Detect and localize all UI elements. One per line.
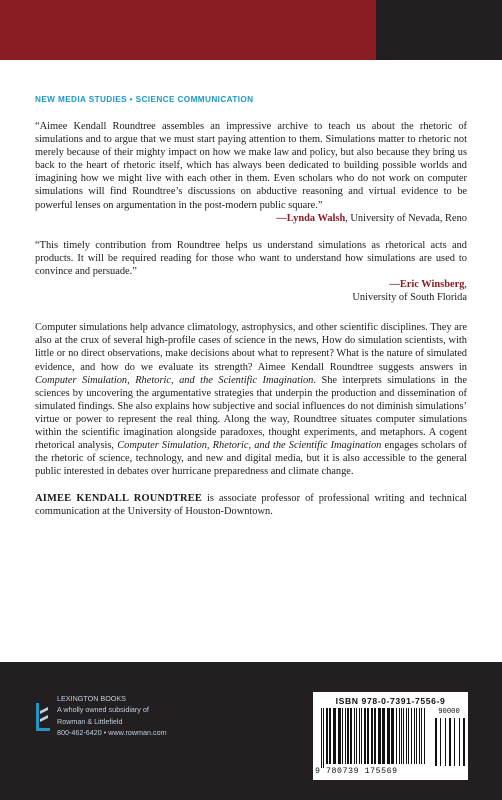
book-description (35, 321, 467, 478)
description-part-1: Computer simulations help advance climatology, astrophysics, and other scientific disciplines. They are also at the crux of several high-profile cases of science in the news, How do simulation scientists, with little or no direct observations, make decisions about what to represent? What is the nature of simulated evidence, and how do we evaluate its strength? Aimee Kendall Roundtree suggests answers in (35, 322, 467, 373)
top-band-dark-segment (376, 0, 502, 60)
isbn-number: ISBN 978-0-7391-7556-9 (335, 696, 446, 706)
barcode-addon-number: 90000 (438, 708, 460, 716)
review-attribution-2 (35, 278, 467, 291)
publisher-subsidiary-line: A wholly owned subsidiary of (57, 705, 149, 715)
description-part-2: . She interprets simulations in the sciences by uncovering the argumentative strategies that underpin the production and dissemination of simulated findings. She also explains how subjective and social influences do not diminish simulations’ virtue or power to represent the real thing. Along the way, Roundtree situates computer simulations within the scientific imagination alongside paradoxes, thought experiments, and metaphors. A cogent rhetorical analysis, (35, 374, 467, 452)
book-title-italic-1: Computer Simulation, Rhetoric, and the Scientific Imagination (35, 374, 314, 386)
back-cover-text (35, 120, 467, 519)
publisher-name: LEXINGTON BOOKS (57, 694, 126, 703)
top-color-band (0, 0, 502, 60)
author-bio (35, 492, 467, 518)
lexington-books-logo-icon (36, 703, 50, 731)
barcode-ean-digits: 9 780739 175569 (315, 767, 398, 776)
publisher-info (36, 693, 216, 738)
review-quote-1: “Aimee Kendall Roundtree assembles an impressive archive to teach us about the rhetoric of simulations and to argue that we must start paying attention to them. Simulations matter to rhetoric not merely because of their mighty impact on how we make law and policy, but also because they bring us back to the heart of rhetoric itself, which has always been dedicated to building possible worlds and imagining how we might live with each other in them. Even scholars who do not work on computer simulations will find Roundtree’s discussions on abductive reasoning and virtual evidence to be powerful lenses on argumentation in the post-modern public square.” (35, 121, 467, 211)
book-title-italic-2: Computer Simulation, Rhetoric, and the Scientific Imagination (117, 440, 382, 452)
publisher-contact: 800-462-6420 • www.rowman.com (57, 727, 167, 737)
isbn-barcode (313, 692, 468, 780)
reviewer-affiliation-1: , University of Nevada, Reno (345, 212, 467, 224)
reviewer-comma-2: , (464, 279, 467, 291)
reviewer-name-2: —Eric Winsberg (389, 279, 465, 291)
reviewer-affiliation-2: University of South Florida (352, 292, 467, 304)
description-part-3: engages scholars of the rhetoric of science, technology, and new and digital media, but it is also accessible to the general public interested in debates over hurricane preparedness and climate change. (35, 440, 468, 478)
subject-category: NEW MEDIA STUDIES • SCIENCE COMMUNICATION (35, 95, 254, 104)
reviewer-name-1: —Lynda Walsh (276, 212, 346, 224)
author-name: AIMEE KENDALL ROUNDTREE (35, 493, 203, 505)
author-bio-text: is associate professor of professional writing and technical communication at the University of Houston-Downtown. (35, 493, 468, 518)
publisher-parent: Rowman & Littlefield (57, 716, 123, 726)
review-quote-2: “This timely contribution from Roundtree helps us understand simulations as rhetorical acts and products. It will be required reading for those who want to understand how simulations are used to convince and persuade.” (35, 239, 467, 277)
review-attribution-1 (35, 212, 467, 225)
